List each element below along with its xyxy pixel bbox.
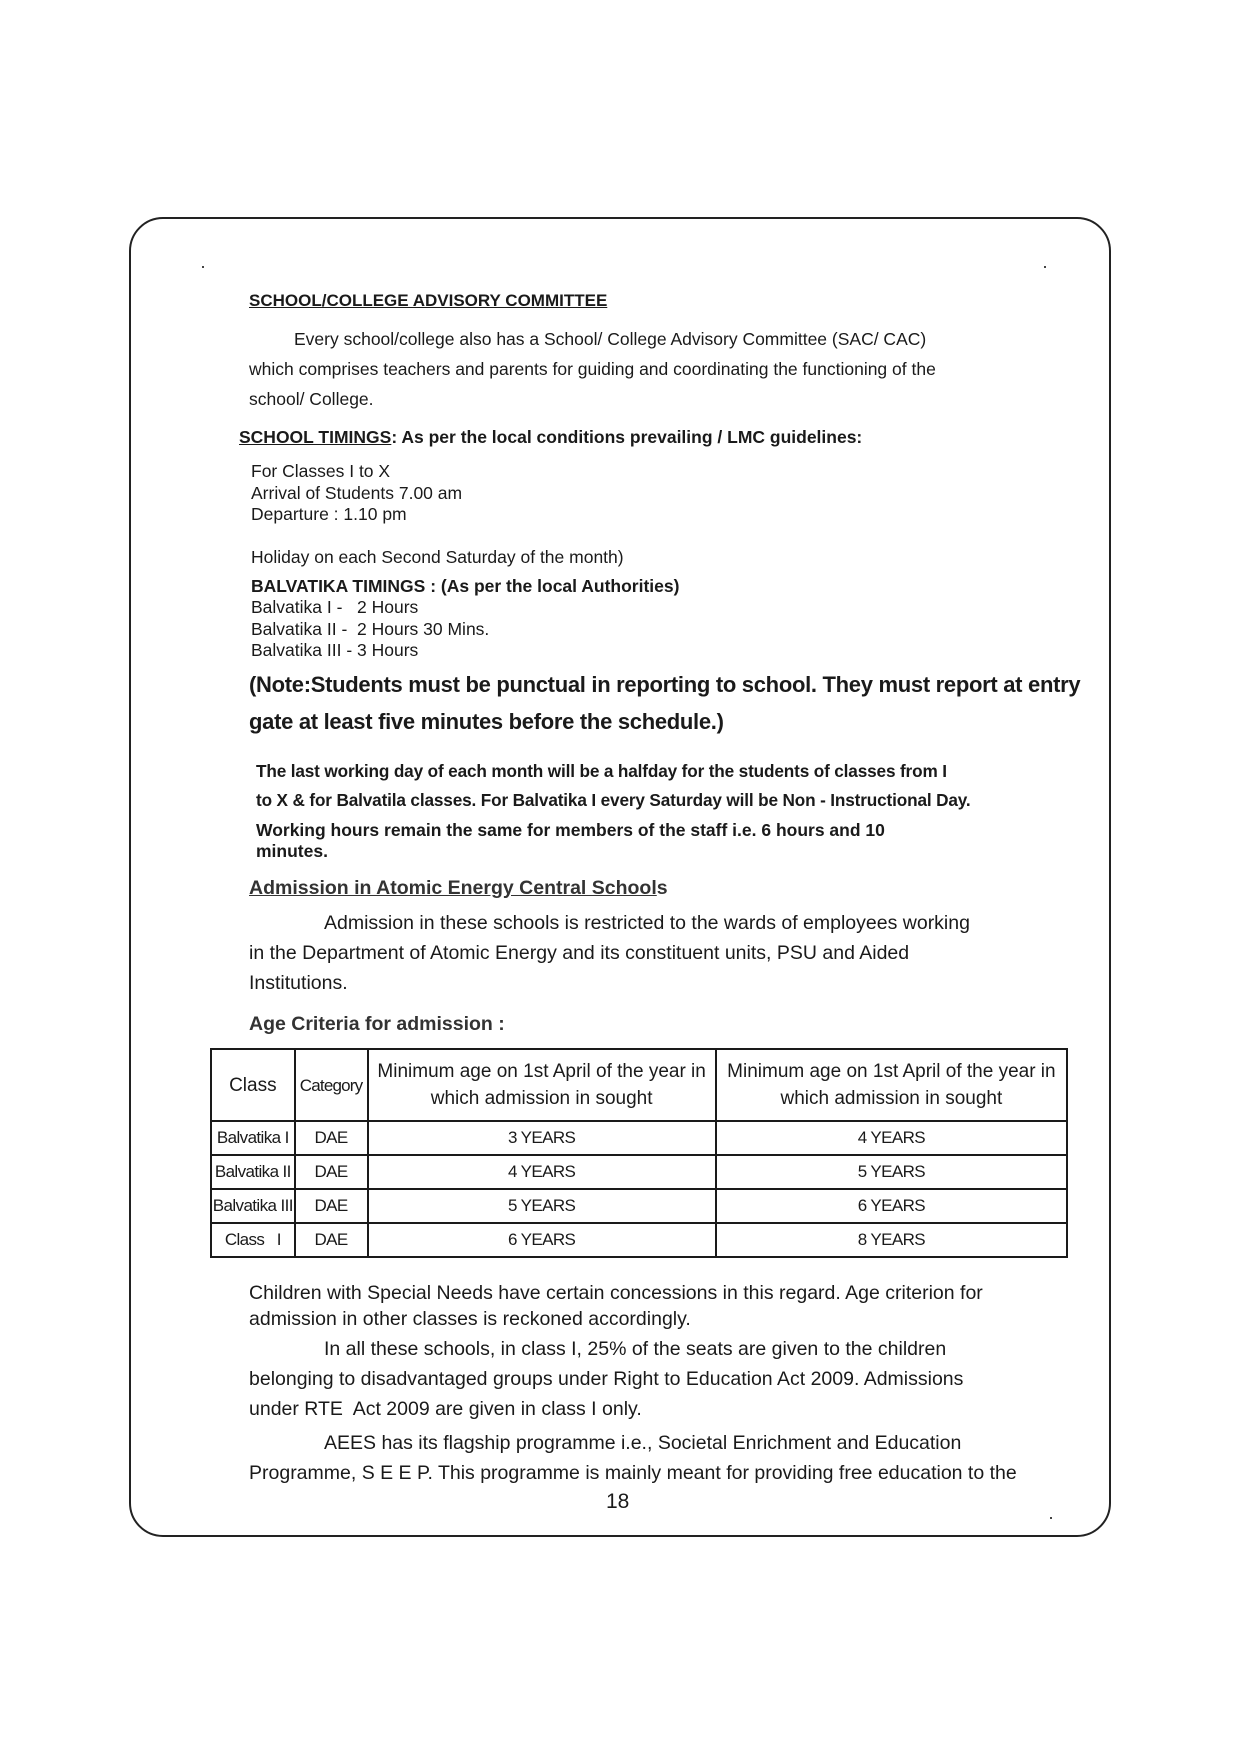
table-row [211,1121,1067,1155]
cell-class: Balvatika I [211,1121,295,1155]
halfday-line-1: The last working day of each month will be a halfday for the students of classes from I [256,761,947,781]
seep-line-1: AEES has its flagship programme i.e., Societal Enrichment and Education [324,1432,962,1454]
header-class: Class [211,1049,295,1121]
rte-paragraph [249,1334,963,1424]
balvatika-line: Balvatika II - 2 Hours 30 Mins. [251,618,490,639]
cell-min-age-2: 5 YEARS [716,1155,1067,1189]
cell-category: DAE [295,1223,368,1257]
special-needs-line-2: admission in other classes is reckoned accordingly. [249,1308,691,1330]
timings-line: Departure : 1.10 pm [251,504,407,524]
age-criteria-heading: Age Criteria for admission : [249,1013,505,1035]
frame-mark [1050,1517,1052,1519]
advisory-heading: SCHOOL/COLLEGE ADVISORY COMMITTEE [249,291,608,310]
cell-min-age-1: 5 YEARS [368,1189,716,1223]
header-min-age-1: Minimum age on 1st April of the year in which admission in sought [368,1049,716,1121]
timings-heading-underlined: SCHOOL TIMINGS [239,427,392,447]
halfday-text [256,757,971,815]
admission-heading [249,877,668,900]
balvatika-heading: BALVATIKA TIMINGS : (As per the local Authorities) [251,576,680,596]
balvatika-line: Balvatika III - 3 Hours [251,640,419,660]
table-row [211,1155,1067,1189]
table-row [211,1189,1067,1223]
timings-line: For Classes I to X [251,461,391,481]
age-criteria-table [210,1048,1068,1258]
admission-line-1: Admission in these schools is restricted to the wards of employees working [324,912,970,934]
cell-category: DAE [295,1155,368,1189]
cell-min-age-2: 8 YEARS [716,1223,1067,1257]
page-number: 18 [606,1490,630,1513]
admission-line-2: in the Department of Atomic Energy and its constituent units, PSU and Aided [249,942,910,964]
timings-details [251,461,462,526]
staff-line-2: minutes. [256,841,328,861]
cell-class: Balvatika II [211,1155,295,1189]
header-category: Category [295,1049,368,1121]
timings-heading-rest: : As per the local conditions prevailing / LMC guidelines: [391,427,863,447]
table-row [211,1223,1067,1257]
advisory-line-3: school/ College. [249,389,374,409]
frame-mark [202,266,204,268]
seep-paragraph [249,1428,1017,1488]
staff-hours-text [256,820,885,862]
staff-line-1: Working hours remain the same for members of the staff i.e. 6 hours and 10 [256,820,885,840]
rte-line-3: under RTE Act 2009 are given in class I only. [249,1398,642,1420]
cell-class: Balvatika III [211,1189,295,1223]
cell-min-age-1: 4 YEARS [368,1155,716,1189]
balvatika-line: Balvatika I - 2 Hours [251,597,419,617]
advisory-line-2: which comprises teachers and parents for guiding and coordinating the functioning of the [249,359,936,379]
admission-heading-tail: s [656,877,668,899]
cell-min-age-2: 6 YEARS [716,1189,1067,1223]
cell-min-age-2: 4 YEARS [716,1121,1067,1155]
punctuality-note [249,666,1080,740]
holiday-text: Holiday on each Second Saturday of the month) [251,547,624,567]
rte-line-2: belonging to disadvantaged groups under Right to Education Act 2009. Admissions [249,1368,964,1390]
advisory-line-1: Every school/college also has a School/ College Advisory Committee (SAC/ CAC) [294,329,927,349]
timings-heading [239,427,862,448]
advisory-paragraph [249,324,1009,414]
cell-class: Class I [211,1223,295,1257]
halfday-line-2: to X & for Balvatila classes. For Balvatika I every Saturday will be Non - Instructional Day. [256,790,971,810]
note-line-1: (Note:Students must be punctual in reporting to school. They must report at entry [249,672,1081,697]
cell-category: DAE [295,1121,368,1155]
admission-heading-underlined: Admission in Atomic Energy Central School [249,877,657,899]
admission-paragraph [249,908,1069,998]
special-needs-line-1: Children with Special Needs have certain concessions in this regard. Age criterion for [249,1282,983,1304]
frame-mark [1044,266,1046,268]
special-needs-paragraph [249,1280,983,1332]
rte-line-1: In all these schools, in class I, 25% of the seats are given to the children [324,1338,947,1360]
cell-min-age-1: 6 YEARS [368,1223,716,1257]
admission-line-3: Institutions. [249,972,348,994]
balvatika-details [251,597,489,662]
cell-min-age-1: 3 YEARS [368,1121,716,1155]
header-min-age-2: Minimum age on 1st April of the year in which admission in sought [716,1049,1067,1121]
seep-line-2: Programme, S E E P. This programme is mainly meant for providing free education to the [249,1462,1017,1484]
timings-line: Arrival of Students 7.00 am [251,482,463,503]
cell-category: DAE [295,1189,368,1223]
table-header-row [211,1049,1067,1121]
note-line-2: gate at least five minutes before the schedule.) [249,709,724,734]
